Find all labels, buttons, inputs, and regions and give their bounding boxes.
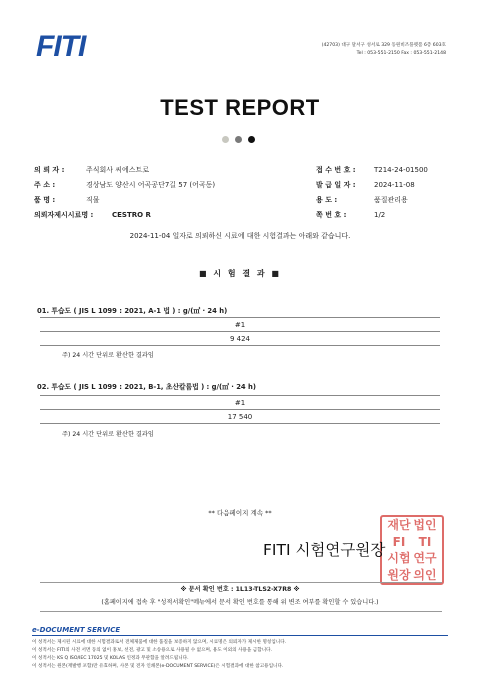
footnote: 이 성적서는 FITI의 사전 서면 동의 없이 홍보, 선전, 광고 및 소송용으로 사용될 수 없으며, 용도 이외의 사용을 금합니다. (32, 648, 272, 653)
official-seal-stamp: 재단 법인 FI TI 시험 연구 원장 의인 (380, 515, 444, 585)
section-2-title: 02. 투습도 ( JIS L 1099 : 2021, B-1, 초산칼륨법 ) : g/(㎡ · 24 h) (37, 383, 256, 391)
dot-light (222, 136, 229, 143)
info-issue-date: 발 급 일 자 : 2024-11-08 (316, 181, 415, 189)
table-header-cell: #1 (40, 318, 440, 332)
info-receipt-no: 접 수 번 호 : T214-24-01500 (316, 166, 428, 174)
title-dots (222, 136, 255, 143)
e-document-service-title: e-DOCUMENT SERVICE (32, 626, 121, 634)
header-tel: Tel : 053-551-2150 Fax : 053-551-2148 (356, 51, 446, 56)
info-product: 품 명 : 직물 (34, 196, 100, 204)
footnote: 이 성적서는 KS Q ISO/IEC 17025 및 KOLAS 인정과 무관함을 알려드립니다. (32, 656, 189, 661)
dot-mid (235, 136, 242, 143)
intro-text: 2024-11-04 일자로 의뢰하신 시료에 대한 시험결과는 아래와 같습니다. (129, 232, 351, 240)
info-address: 주 소 : 경상남도 양산시 어곡공단7길 57 (어곡동) (34, 181, 216, 189)
table-value-cell: 17 540 (40, 410, 440, 424)
divider (32, 635, 448, 636)
table-header-cell: #1 (40, 396, 440, 410)
header-address: (42703) 대구 달서구 성서로 329 동원비즈플렛폼 6층 603호 (321, 43, 446, 48)
institute-signature: FITI 시험연구원장 (263, 541, 386, 559)
table-value-cell: 9 424 (40, 332, 440, 346)
footnote: 이 성적서는 제시된 시료에 대한 시험결과로서 전체제품에 대한 품질을 보증하지 않으며, 시료명은 의뢰자가 제시한 명칭입니다. (32, 640, 287, 645)
footnote: 이 성적서는 원본(재발행 포함)만 유효하며, 사본 및 전자 인쇄본(e-DOCUMENT SERVICE)은 시험결과에 대한 참고용입니다. (32, 664, 284, 669)
document-verify-number: ※ 문서 확인 번호 : 1L13-TLS2-X7R8 ※ (180, 586, 300, 593)
fiti-logo: FITI (36, 30, 86, 63)
info-page-no: 쪽 번 호 : 1/2 (316, 211, 386, 219)
report-title: TEST REPORT (160, 95, 320, 120)
continue-text: ** 다음페이지 계속 ** (208, 509, 272, 517)
info-sample-name: 의뢰자제시시료명 : CESTRO R (34, 211, 151, 219)
section-1-note: 주) 24 시간 단위로 환산한 결과임 (62, 352, 154, 359)
section-1-title: 01. 투습도 ( JIS L 1099 : 2021, A-1 법 ) : g/(㎡ · 24 h) (37, 307, 228, 315)
info-purpose: 용 도 : 품질관리용 (316, 196, 408, 204)
document-verify-guide: (홈페이지에 접속 후 "성적서확인"메뉴에서 문서 확인 번호를 통해 위 변조 여부를 확인할 수 있습니다.) (101, 599, 379, 606)
section-1-table (40, 317, 440, 346)
results-heading: ■ 시 험 결 과 ■ (199, 269, 281, 278)
section-2-note: 주) 24 시간 단위로 환산한 결과임 (62, 431, 154, 438)
section-2-table (40, 395, 440, 424)
dot-dark (248, 136, 255, 143)
info-requester: 의 뢰 자 : 주식회사 씨에스트로 (34, 166, 150, 174)
